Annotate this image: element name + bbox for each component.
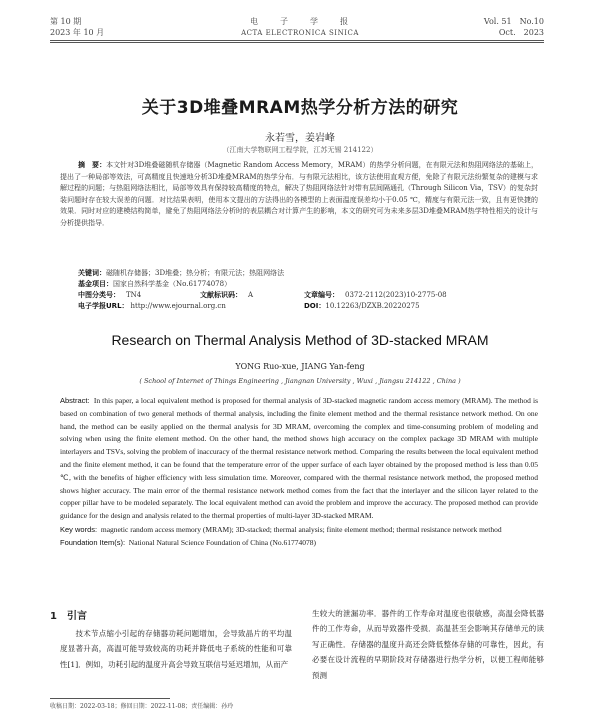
fund-cn-label: 基金项目： [78, 280, 113, 288]
doi [304, 301, 420, 312]
affiliation-cn: （江南大学物联网工程学院，江苏无锡 214122） [222, 146, 378, 154]
affiliation-en: ( School of Internet of Things Engineering , Jiangnan University , Wuxi , Jiangsu 214122 , China ) [139, 377, 461, 385]
body-left-column: 技术节点缩小引起的存储器功耗问题增加，会导致晶片的平均温度显著升高，高温可能导致较高的功耗并降低电子系统的性能和可靠性[1]．例如，功耗引起的温度升高会导致互联信号延迟增加，从而产 [60, 629, 292, 669]
clc-value: TN4 [126, 291, 142, 299]
body-right-column: 生较大的泄漏功率．器件的工作寿命对温度也很敏感，高温会降低器件的工作寿命，从而导致器件受损．高温甚至会影响其存储单元的读写正确性．存储器的温度升高还会降低整体存储的可靠性，因此，有必要在设计流程的早期阶段对存储器进行热学分析，以便工程师能够预测 [312, 609, 544, 680]
issue-month: Oct. 2023 [498, 28, 544, 37]
doi-value[interactable]: 10.12263/DZXB.20220275 [325, 302, 420, 310]
article-number-label: 文章编号： [304, 291, 339, 299]
journal-url-label: 电子学报URL： [78, 302, 129, 310]
received-date-footnote: 收稿日期：2022-03-18；修回日期：2022-11-08；责任编辑：孙玲 [50, 703, 234, 710]
fund-cn-text: 国家自然科学基金（No.61774078） [113, 280, 232, 288]
keywords-cn-text: 磁随机存储器；3D堆叠；热分析；有限元法；热阻网络法 [106, 269, 285, 277]
journal-url-value[interactable]: http://www.ejournal.org.cn [130, 302, 226, 310]
keywords-en [60, 524, 538, 537]
keywords-cn [78, 268, 284, 279]
abstract-en [60, 395, 538, 550]
footnote-rule [50, 698, 170, 699]
doi-label: DOI： [304, 302, 326, 310]
abstract-cn-label: 摘 要： [78, 161, 107, 169]
abstract-cn [60, 160, 538, 230]
article-number-value: 0372-2112(2023)10-2775-08 [345, 291, 447, 299]
volume-number: Vol. 51 No.10 [483, 17, 544, 26]
issue-number: 第 10 期 [50, 17, 82, 26]
doc-code-label: 文献标识码： [200, 291, 242, 299]
fund-en-text: National Natural Science Foundation of China (No.61774078) [128, 537, 317, 547]
paper-title-cn: 关于3D堆叠MRAM热学分析方法的研究 [141, 98, 459, 118]
article-number [304, 290, 447, 301]
journal-name-cn: 电 子 学 报 [250, 17, 350, 26]
section-heading-introduction: 1 引言 [50, 611, 87, 622]
abstract-en-label: Abstract: [60, 396, 90, 405]
fund-cn [78, 279, 231, 290]
issue-date: 2023 年 10 月 [50, 28, 105, 37]
abstract-cn-text: 本文针对3D堆叠磁随机存储器（Magnetic Random Access Memory，MRAM）的热学分析问题，在有限元法和热阻网络法的基础上，提出了一种局部等效法，可高精度且快速地分析3D堆叠MRAM的热学分布．与有限元法相比，该方法使用直观方便，免除了有限元法纷繁复杂的建模与求解过程的问题；与热阻网络法相比，局部等效具有保持较高精度的特点，解决了热阻网络法针对带有层间隔通孔（Through Silicon Via，TSV）的复杂封装问题时存在较大误差的问题．对比结果表明，使用本文提出的方法得出的各模型的上表面温度误差均小于0.05 ℃，精度与有限元法一致，且有更快捷的效果．同时对应的建模结构简单，避免了热阻网络法分析时的表层耦合对计算产生的影响，本文的研究可为未来多层3D堆叠MRAM热学特性相关的设计与分析提供指导． [60, 161, 539, 227]
journal-url [78, 301, 226, 312]
authors-en: YONG Ruo-xue, JIANG Yan-feng [235, 362, 365, 371]
header-rule-thin [50, 42, 544, 43]
keywords-en-label: Key words: [60, 524, 98, 534]
fund-en-label: Foundation Item(s): [60, 537, 126, 547]
clc-number [78, 290, 141, 301]
fund-en [60, 537, 538, 550]
doc-code [200, 290, 253, 301]
abstract-en-text: In this paper, a local equivalent method is proposed for thermal analysis of 3D-stacked magnetic random access memory (MRAM). The method is based on combination of two general methods of thermal analysis, including the finite element method and the thermal resistance network method. On one hand, the method can be easily applied on the thermal analysis for 3D MRAM, overcoming the complex and time-consuming problem of modeling and solving when using the finite element method. On the other hand, the method shows high accuracy on the complex package 3D MRAM with multiple interlayers and TSVs, solving the problem of inaccuracy of the thermal resistance network method. Comparing the results between the local equivalent method and the finite element method, it can be found that the temperature error of the upper surface of each layer obtained by the proposed method is less than 0.05 ℃, with the benefits of higher efficiency with less simulation time. Moreover, compared with the thermal resistance network method, the proposed method shows higher accuracy. The main error of the thermal resistance network method comes from the fact that the interlayer and the silicon layer related to the copper pillar have to be modeled separately. The local equivalent method can avoid the problem and improve the accuracy. The proposed method can provide guidance for the design and analysis related to the thermal properties of multi-layer 3D-stacked MRAM. [60, 396, 539, 521]
keywords-en-text: magnetic random access memory (MRAM); 3D-stacked; thermal analysis; finite element method; thermal resistance network method [100, 524, 502, 534]
doc-code-value: A [248, 291, 254, 299]
authors-cn: 永若雪，姜岩峰 [265, 133, 335, 144]
paper-title-en: Research on Thermal Analysis Method of 3D-stacked MRAM [111, 332, 489, 348]
journal-name-en: ACTA ELECTRONICA SINICA [241, 29, 359, 37]
keywords-cn-label: 关键词： [78, 269, 106, 277]
clc-label: 中图分类号： [78, 291, 120, 299]
header-rule [50, 40, 544, 41]
